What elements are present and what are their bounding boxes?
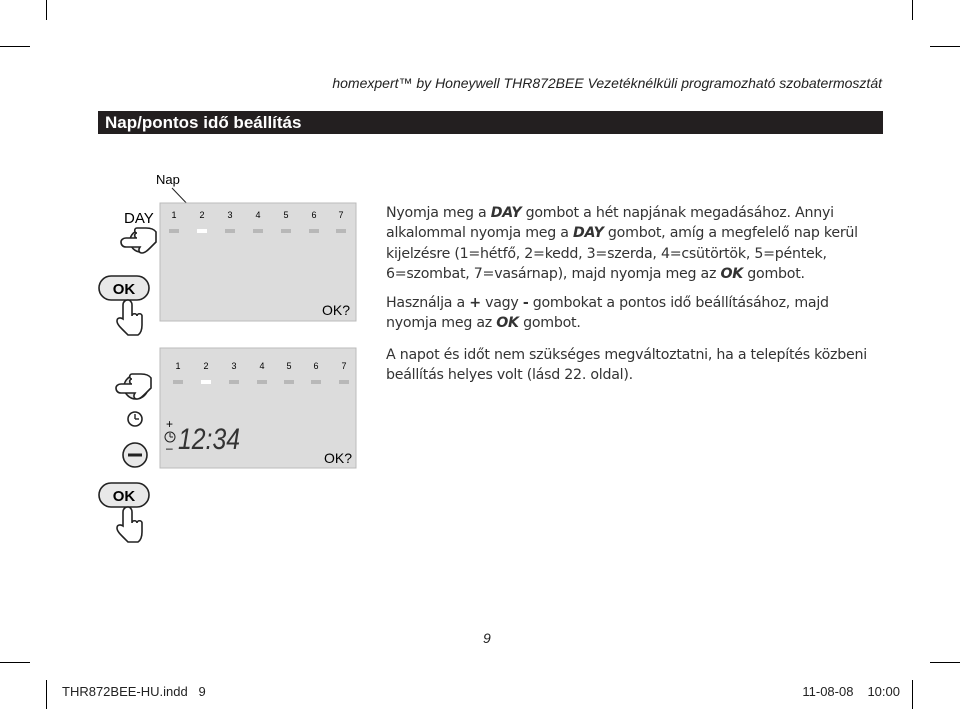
clock-icon	[128, 412, 142, 426]
section-title: Nap/pontos idő beállítás	[105, 113, 302, 132]
instruction-paragraph-2	[386, 293, 881, 334]
day-number: 4	[259, 361, 265, 371]
plus-indicator: +	[166, 417, 174, 431]
ok-button[interactable]	[99, 276, 149, 300]
thermostat-illustration	[0, 160, 380, 700]
ok-button-reference: OK	[720, 265, 743, 282]
footer-timestamp	[788, 684, 900, 699]
crop-mark	[0, 46, 30, 47]
instruction-paragraph-1	[386, 203, 881, 284]
day-button-reference: DAY	[573, 225, 604, 242]
section-header-bar	[98, 111, 883, 134]
day-number: 6	[313, 361, 319, 371]
day-number: 5	[283, 210, 289, 220]
minus-indicator: –	[166, 441, 173, 455]
hand-pointer-icon	[117, 507, 142, 542]
crop-mark	[930, 46, 960, 47]
day-number: 7	[338, 210, 344, 220]
ok-button[interactable]	[99, 483, 149, 507]
plus-button-reference: +	[469, 295, 481, 311]
day-number: 2	[199, 210, 205, 220]
footer-filename: THR872BEE-HU.indd 9	[62, 684, 206, 699]
day-button-reference: DAY	[490, 205, 522, 221]
day-number: 1	[175, 361, 181, 371]
day-number: 2	[203, 361, 209, 371]
day-number: 3	[227, 210, 233, 220]
minus-button-reference: -	[522, 295, 529, 311]
text: gombokat a pontos idő beállításához, majd nyomja meg az	[386, 295, 829, 332]
lcd-display-time	[160, 348, 356, 468]
ok-prompt: OK?	[323, 450, 352, 466]
footer-date: 11-08-08	[802, 684, 854, 699]
hand-pointer-icon	[117, 300, 142, 335]
crop-mark	[912, 0, 913, 20]
text: Használja a	[386, 295, 470, 311]
day-number: 4	[255, 210, 261, 220]
text: vagy	[480, 295, 523, 311]
text: gombot, amíg a megfelelő nap kerül kijelzésre (1=hétfő, 2=kedd, 3=szerda, 4=csütörtök, 5=péntek, 6=szombat, 7=vasárnap), majd nyomja meg az	[386, 225, 858, 282]
running-header: homexpert™ by Honeywell THR872BEE Vezetéknélküli programozható szobatermosztát	[332, 75, 882, 91]
day-number: 6	[311, 210, 317, 220]
crop-mark	[912, 680, 913, 709]
minus-button-icon[interactable]	[123, 443, 147, 467]
text: gombot.	[518, 315, 581, 332]
day-button-label: DAY	[124, 210, 154, 227]
lcd-display-day	[160, 203, 356, 321]
day-callout-label: Nap	[156, 172, 180, 187]
instruction-paragraph-3	[386, 345, 881, 386]
text: gombot.	[743, 265, 805, 282]
text: gombot a hét napjának megadásához. Annyi alkalommal nyomja meg a	[386, 205, 834, 242]
page-number: 9	[483, 630, 491, 646]
ok-button-reference: OK	[496, 315, 519, 332]
crop-mark	[46, 0, 47, 20]
day-number: 5	[286, 361, 292, 371]
hand-pointer-icon	[121, 228, 156, 253]
day-number: 3	[231, 361, 237, 371]
ok-prompt: OK?	[321, 302, 350, 318]
ok-button-label: OK	[112, 281, 136, 298]
crop-mark	[930, 662, 960, 663]
footer-time: 10:00	[867, 684, 900, 699]
day-number: 1	[171, 210, 177, 220]
time-display: 12:34	[178, 423, 240, 456]
text: Nyomja meg a	[386, 205, 491, 221]
text: A napot és időt nem szükséges megváltoztatni, ha a telepítés közbeni beállítás helyes volt (lásd 22. oldal).	[386, 347, 867, 384]
ok-button-label: OK	[112, 488, 136, 505]
day-number: 7	[341, 361, 347, 371]
